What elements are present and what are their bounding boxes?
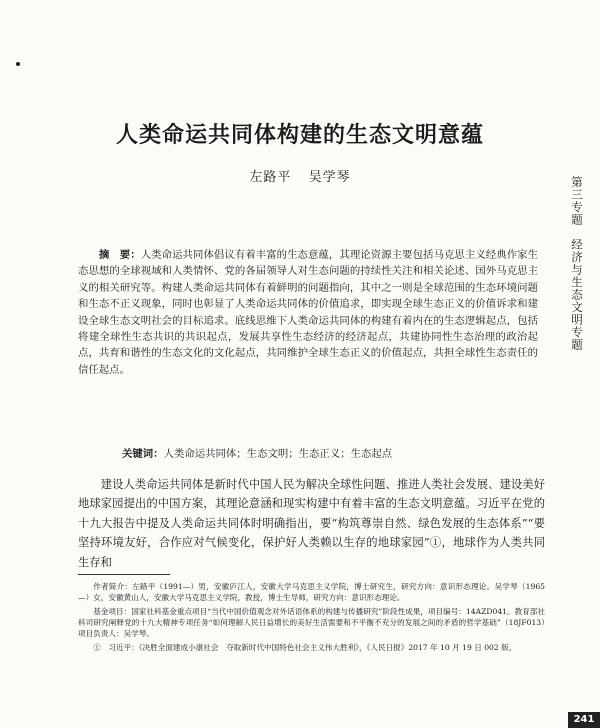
abstract-text: 人类命运共同体倡议有着丰富的生态意蕴，其理论资源主要包括马克思主义经典作家生态思想的全球视域和人类情怀、党的各届领导人对生态问题的持续性关注和相关论述、国外马克思主义的相关研究等。构建人类命运共同体有着鲜明的问题指向，其中之一则是全球范围的生态环境问题和生态不正义现象，同时也彰显了人类命运共同体的价值追求，即实现全球生态正义的价值诉求和建设全球生态文明社会的目标追求。底线思维下人类命运共同体的构建有着内在的生态逻辑起点，包括将建全球性生态共识的共识起点，发展共享性生态经济的经济起点，共建协同性生态治理的政治起点，共育和谐性的生态文化的文化起点，共同维护全球生态正义的价值起点，共担全球性生态责任的信任起点。 <box>78 249 539 376</box>
author-2: 吴学琴 <box>308 170 351 185</box>
author-1: 左路平 <box>249 170 292 185</box>
keywords-text: 人类命运共同体；生态文明；生态正义；生态起点 <box>163 448 393 460</box>
abstract <box>78 247 538 378</box>
abstract-label: 摘 要： <box>98 249 141 261</box>
article-title: 人类命运共同体构建的生态文明意蕴 <box>115 123 484 148</box>
margin-dot <box>16 62 20 66</box>
body-text: 建设人类命运共同体是新时代中国人民为解决全球性问题、推进人类社会发展、建设美好地球家园提出的中国方案，其理论意涵和现实构建中有着丰富的生态文明意蕴。习近平在党的十九大报告中提及人类命运共同体时明确指出，要“构筑尊崇自然、绿色发展的生态体系”“要坚持环境友好，合作应对气候变化，保护好人类赖以生存的地球家园”①，地球作为人类共同生存和 <box>78 478 545 569</box>
authors <box>0 166 600 185</box>
footnotes <box>78 581 553 656</box>
footnote-citation-1: ① 习近平：《决胜全面建成小康社会 夺取新时代中国特色社会主义伟大胜利》，《人民日报》2017 年 10 月 19 日 002 版。 <box>93 643 517 652</box>
footnote-funding: 基金项目：国家社科基金重点项目“当代中国价值观念对外话语体系的构建与传播研究”阶段性成果，项目编号：14AZD041。教育部社科司研究阐释党的十九大精神专项任务“如何理解人民日益增长的美好生活需要和不平衡不充分的发展之间的矛盾的哲学基础”（18JF013） 项目负责人：吴学琴。 <box>78 607 553 638</box>
body-paragraph <box>78 475 545 572</box>
footnote-divider <box>78 574 170 575</box>
page-number: 241 <box>568 712 600 728</box>
keywords <box>122 446 542 462</box>
keywords-label: 关键词： <box>122 448 164 460</box>
footnote-author-bio: 作者简介：左路平（1991—）男，安徽庐江人，安徽大学马克思主义学院，博士研究生，研究方向：意识形态理论。吴学琴（1965—）女，安徽黄山人，安徽大学马克思主义学院，教授，博士生导师，研究方向：意识形态理论。 <box>78 582 545 602</box>
section-side-label: 第三专题 经济与生态文明专题 <box>570 176 584 351</box>
